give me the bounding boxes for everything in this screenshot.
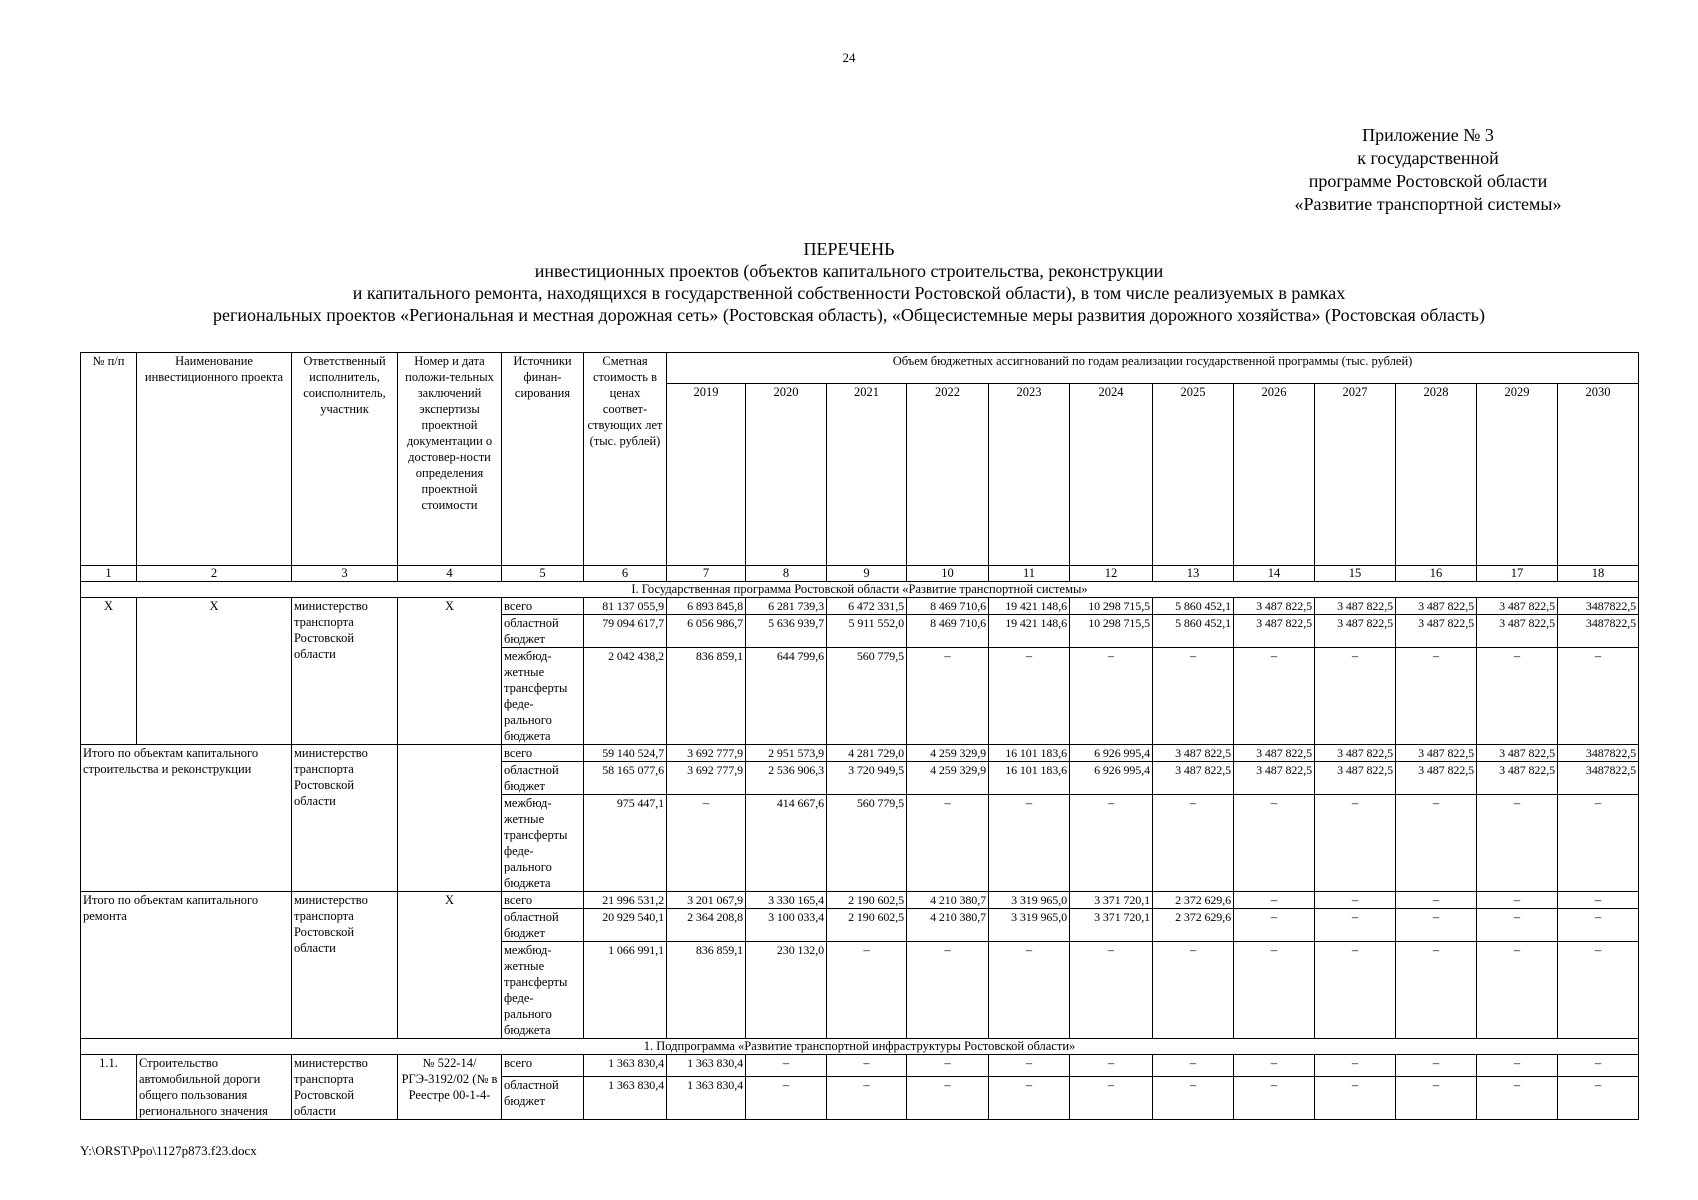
project-c2-cell: Х [137, 598, 292, 745]
amount-cell: 10 298 715,5 [1070, 598, 1153, 615]
amount-cell: 560 779,5 [827, 795, 907, 892]
funding-source-cell: областной бюджет [502, 1077, 584, 1120]
section-title: I. Государственная программа Ростовской области «Развитие транспортной системы» [81, 582, 1639, 598]
amount-cell: 2 372 629,6 [1153, 909, 1234, 942]
funding-source-cell: межбюд-жетные трансферты феде-рального бюджета [502, 795, 584, 892]
amount-cell: 2 951 573,9 [746, 745, 827, 762]
table-row [81, 745, 1639, 762]
file-path-footer: Y:\ORST\Ppo\1127p873.f23.docx [80, 1143, 257, 1158]
year-cell: 2023 [989, 384, 1070, 566]
annex-line: «Развитие транспортной системы» [1294, 194, 1562, 214]
amount-cell: – [907, 648, 989, 745]
amount-cell: – [1396, 1077, 1477, 1120]
amount-cell: – [989, 942, 1070, 1039]
amount-cell: – [907, 795, 989, 892]
amount-cell: 5 860 452,1 [1153, 615, 1234, 648]
header-cell: Наименование инвестиционного проекта [137, 353, 292, 566]
title-line: инвестиционных проектов (объектов капитального строительства, реконструкции [534, 261, 1164, 281]
title-line: и капитального ремонта, находящихся в государственной собственности Ростовской области), в том числе реализуемых в рамках [352, 283, 1346, 303]
amount-cell: 2 190 602,5 [827, 909, 907, 942]
amount-cell: 3 487 822,5 [1477, 598, 1558, 615]
amount-cell: – [1234, 909, 1315, 942]
column-number-cell: 6 [584, 566, 667, 582]
amount-cell: – [1477, 1055, 1558, 1077]
table-row [81, 1055, 1639, 1077]
project-c2-cell: Итого по объектам капитального строительства и реконструкции [81, 745, 292, 892]
amount-cell: 3487822,5 [1558, 762, 1639, 795]
amount-cell: 1 363 830,4 [667, 1077, 746, 1120]
amount-cell: 3 319 965,0 [989, 909, 1070, 942]
amount-cell: – [1396, 909, 1477, 942]
column-number-cell: 12 [1070, 566, 1153, 582]
amount-cell: – [1558, 1077, 1639, 1120]
amount-cell: 3 487 822,5 [1315, 615, 1396, 648]
amount-cell: – [1153, 942, 1234, 1039]
amount-cell: 2 042 438,2 [584, 648, 667, 745]
amount-cell: 3 487 822,5 [1477, 762, 1558, 795]
amount-cell: – [667, 795, 746, 892]
annex-line: к государственной [1357, 148, 1499, 168]
amount-cell: – [907, 942, 989, 1039]
column-number-cell: 5 [502, 566, 584, 582]
amount-cell: – [1315, 1077, 1396, 1120]
amount-cell: 6 472 331,5 [827, 598, 907, 615]
year-cell: 2028 [1396, 384, 1477, 566]
header-cell: № п/п [81, 353, 137, 566]
header-row [81, 353, 1639, 384]
amount-cell: 6 926 995,4 [1070, 745, 1153, 762]
amount-cell: – [1070, 1077, 1153, 1120]
amount-cell: – [989, 795, 1070, 892]
year-cell: 2021 [827, 384, 907, 566]
project-c2-cell: Итого по объектам капитального ремонта [81, 892, 292, 1039]
amount-cell: – [1396, 892, 1477, 909]
amount-cell: 21 996 531,2 [584, 892, 667, 909]
amount-cell: – [1315, 795, 1396, 892]
header-cell: Источники финан-сирования [502, 353, 584, 566]
amount-cell: 20 929 540,1 [584, 909, 667, 942]
amount-cell: – [827, 1055, 907, 1077]
amount-cell: 3 692 777,9 [667, 762, 746, 795]
amount-cell: – [989, 1055, 1070, 1077]
amount-cell: 3 487 822,5 [1153, 762, 1234, 795]
year-cell: 2025 [1153, 384, 1234, 566]
amount-cell: – [1315, 892, 1396, 909]
annex-line: программе Ростовской области [1308, 171, 1548, 191]
header-group-cell: Объем бюджетных ассигнований по годам реализации государственной программы (тыс. рублей) [667, 353, 1639, 384]
amount-cell: – [989, 1077, 1070, 1120]
title-line: ПЕРЕЧЕНЬ [803, 239, 895, 259]
amount-cell: 3 692 777,9 [667, 745, 746, 762]
amount-cell: 3 720 949,5 [827, 762, 907, 795]
amount-cell: 19 421 148,6 [989, 598, 1070, 615]
column-number-cell: 13 [1153, 566, 1234, 582]
amount-cell: – [1153, 1077, 1234, 1120]
amount-cell: 6 893 845,8 [667, 598, 746, 615]
column-number-cell: 10 [907, 566, 989, 582]
amount-cell: – [907, 1077, 989, 1120]
amount-cell: 79 094 617,7 [584, 615, 667, 648]
amount-cell: 1 363 830,4 [584, 1077, 667, 1120]
amount-cell: – [1234, 795, 1315, 892]
amount-cell: – [1477, 909, 1558, 942]
amount-cell: – [1153, 1055, 1234, 1077]
header-cell: Сметная стоимость в ценах соответ-ствующих лет (тыс. рублей) [584, 353, 667, 566]
amount-cell: 16 101 183,6 [989, 762, 1070, 795]
amount-cell: 3 487 822,5 [1477, 615, 1558, 648]
amount-cell: 5 636 939,7 [746, 615, 827, 648]
amount-cell: 2 536 906,3 [746, 762, 827, 795]
amount-cell: – [1315, 1055, 1396, 1077]
amount-cell: 230 132,0 [746, 942, 827, 1039]
amount-cell: 3 319 965,0 [989, 892, 1070, 909]
column-number-cell: 7 [667, 566, 746, 582]
section-title: 1. Подпрограмма «Развитие транспортной инфраструктуры Ростовской области» [81, 1039, 1639, 1055]
amount-cell: 2 364 208,8 [667, 909, 746, 942]
project-c1-cell: Х [81, 598, 137, 745]
amount-cell: 836 859,1 [667, 648, 746, 745]
amount-cell: – [746, 1077, 827, 1120]
amount-cell: 836 859,1 [667, 942, 746, 1039]
amount-cell: – [1477, 892, 1558, 909]
amount-cell: 3 487 822,5 [1396, 598, 1477, 615]
funding-source-cell: всего [502, 598, 584, 615]
column-number-cell: 2 [137, 566, 292, 582]
year-cell: 2022 [907, 384, 989, 566]
column-number-cell: 8 [746, 566, 827, 582]
amount-cell: 4 259 329,9 [907, 762, 989, 795]
amount-cell: 2 372 629,6 [1153, 892, 1234, 909]
amount-cell: – [1477, 795, 1558, 892]
amount-cell: – [1234, 1077, 1315, 1120]
annex-line: Приложение № 3 [1362, 125, 1494, 145]
amount-cell: 3 487 822,5 [1477, 745, 1558, 762]
amount-cell: – [1234, 648, 1315, 745]
funding-source-cell: межбюд-жетные трансферты феде-рального бюджета [502, 648, 584, 745]
amount-cell: – [989, 648, 1070, 745]
amount-cell: 3487822,5 [1558, 598, 1639, 615]
funding-source-cell: всего [502, 892, 584, 909]
amount-cell: – [1396, 648, 1477, 745]
amount-cell: – [827, 942, 907, 1039]
project-c4-cell [398, 745, 502, 892]
amount-cell: – [1070, 942, 1153, 1039]
funding-source-cell: всего [502, 745, 584, 762]
amount-cell: 3 487 822,5 [1396, 615, 1477, 648]
table-row [81, 892, 1639, 909]
amount-cell: 19 421 148,6 [989, 615, 1070, 648]
amount-cell: – [1234, 892, 1315, 909]
year-cell: 2030 [1558, 384, 1639, 566]
amount-cell: 3 487 822,5 [1234, 762, 1315, 795]
amount-cell: – [1477, 1077, 1558, 1120]
amount-cell: 3 487 822,5 [1396, 762, 1477, 795]
amount-cell: 4 259 329,9 [907, 745, 989, 762]
amount-cell: 3 487 822,5 [1315, 598, 1396, 615]
title-line: региональных проектов «Региональная и местная дорожная сеть» (Ростовская область), «Общесистемные меры развития дорожного хозяйства» (Ростовская область) [212, 305, 1485, 325]
amount-cell: – [1558, 942, 1639, 1039]
amount-cell: – [1477, 942, 1558, 1039]
funding-source-cell: всего [502, 1055, 584, 1077]
column-number-cell: 11 [989, 566, 1070, 582]
amount-cell: 16 101 183,6 [989, 745, 1070, 762]
amount-cell: 4 210 380,7 [907, 909, 989, 942]
amount-cell: 1 363 830,4 [667, 1055, 746, 1077]
amount-cell: – [907, 1055, 989, 1077]
amount-cell: 3 487 822,5 [1396, 745, 1477, 762]
amount-cell: 10 298 715,5 [1070, 615, 1153, 648]
page-number: 24 [842, 50, 856, 65]
amount-cell: 4 210 380,7 [907, 892, 989, 909]
amount-cell: 3 100 033,4 [746, 909, 827, 942]
amount-cell: 8 469 710,6 [907, 598, 989, 615]
investment-projects-table [80, 352, 1639, 1120]
column-number-cell: 1 [81, 566, 137, 582]
column-number-cell: 17 [1477, 566, 1558, 582]
funding-source-cell: областной бюджет [502, 762, 584, 795]
year-cell: 2029 [1477, 384, 1558, 566]
year-cell: 2024 [1070, 384, 1153, 566]
amount-cell: – [1558, 892, 1639, 909]
project-c4-cell: Х [398, 598, 502, 745]
amount-cell: 59 140 524,7 [584, 745, 667, 762]
amount-cell: – [1315, 909, 1396, 942]
funding-source-cell: межбюд-жетные трансферты феде-рального бюджета [502, 942, 584, 1039]
amount-cell: 975 447,1 [584, 795, 667, 892]
amount-cell: 81 137 055,9 [584, 598, 667, 615]
amount-cell: – [1396, 942, 1477, 1039]
amount-cell: 1 363 830,4 [584, 1055, 667, 1077]
section-row [81, 1039, 1639, 1055]
amount-cell: – [827, 1077, 907, 1120]
amount-cell: 3 487 822,5 [1153, 745, 1234, 762]
project-c3-cell: министерство транспорта Ростовской области [292, 598, 398, 745]
column-number-cell: 4 [398, 566, 502, 582]
amount-cell: 1 066 991,1 [584, 942, 667, 1039]
amount-cell: 3 330 165,4 [746, 892, 827, 909]
funding-source-cell: областной бюджет [502, 909, 584, 942]
amount-cell: 560 779,5 [827, 648, 907, 745]
year-cell: 2019 [667, 384, 746, 566]
amount-cell: 644 799,6 [746, 648, 827, 745]
table-row [81, 598, 1639, 615]
project-c3-cell: министерство транспорта Ростовской области [292, 745, 398, 892]
amount-cell: 3 487 822,5 [1234, 598, 1315, 615]
project-c1-cell: 1.1. [81, 1055, 137, 1120]
amount-cell: 3 371 720,1 [1070, 909, 1153, 942]
column-number-cell: 3 [292, 566, 398, 582]
amount-cell: – [1153, 648, 1234, 745]
amount-cell: – [1558, 648, 1639, 745]
amount-cell: 3487822,5 [1558, 745, 1639, 762]
column-number-cell: 18 [1558, 566, 1639, 582]
amount-cell: 3 487 822,5 [1315, 762, 1396, 795]
amount-cell: 4 281 729,0 [827, 745, 907, 762]
amount-cell: – [1153, 795, 1234, 892]
year-cell: 2027 [1315, 384, 1396, 566]
amount-cell: 2 190 602,5 [827, 892, 907, 909]
amount-cell: 3 487 822,5 [1234, 615, 1315, 648]
column-number-cell: 9 [827, 566, 907, 582]
amount-cell: 3 201 067,9 [667, 892, 746, 909]
amount-cell: – [1070, 1055, 1153, 1077]
amount-cell: – [746, 1055, 827, 1077]
project-c3-cell: министерство транспорта Ростовской области [292, 892, 398, 1039]
section-row [81, 582, 1639, 598]
funding-source-cell: областной бюджет [502, 615, 584, 648]
amount-cell: – [1558, 909, 1639, 942]
amount-cell: – [1477, 648, 1558, 745]
document-title [0, 238, 1698, 326]
amount-cell: – [1558, 1055, 1639, 1077]
column-number-cell: 14 [1234, 566, 1315, 582]
amount-cell: 3 487 822,5 [1315, 745, 1396, 762]
amount-cell: – [1558, 795, 1639, 892]
amount-cell: – [1315, 942, 1396, 1039]
project-c4-cell: Х [398, 892, 502, 1039]
project-c2-cell: Строительство автомобильной дороги общего пользования регионального значения [137, 1055, 292, 1120]
amount-cell: 6 056 986,7 [667, 615, 746, 648]
column-number-row [81, 566, 1639, 582]
annex-heading [1248, 124, 1608, 216]
amount-cell: 5 860 452,1 [1153, 598, 1234, 615]
amount-cell: – [1070, 648, 1153, 745]
amount-cell: 3 487 822,5 [1234, 745, 1315, 762]
project-c3-cell: министерство транспорта Ростовской области [292, 1055, 398, 1120]
header-cell: Номер и дата положи-тельных заключений экспертизы проектной документации о достовер-ности определения проектной стоимости [398, 353, 502, 566]
header-cell: Ответственный исполнитель, соисполнитель, участник [292, 353, 398, 566]
amount-cell: 6 926 995,4 [1070, 762, 1153, 795]
amount-cell: 3487822,5 [1558, 615, 1639, 648]
project-c4-cell: № 522-14/РГЭ-3192/02 (№ в Реестре 00-1-4- [398, 1055, 502, 1120]
amount-cell: – [1234, 1055, 1315, 1077]
year-cell: 2026 [1234, 384, 1315, 566]
amount-cell: – [1396, 795, 1477, 892]
column-number-cell: 15 [1315, 566, 1396, 582]
amount-cell: – [1234, 942, 1315, 1039]
amount-cell: 6 281 739,3 [746, 598, 827, 615]
amount-cell: 5 911 552,0 [827, 615, 907, 648]
amount-cell: 414 667,6 [746, 795, 827, 892]
amount-cell: – [1070, 795, 1153, 892]
amount-cell: 8 469 710,6 [907, 615, 989, 648]
amount-cell: – [1315, 648, 1396, 745]
year-cell: 2020 [746, 384, 827, 566]
amount-cell: – [1396, 1055, 1477, 1077]
amount-cell: 58 165 077,6 [584, 762, 667, 795]
amount-cell: 3 371 720,1 [1070, 892, 1153, 909]
table-body [81, 353, 1639, 1120]
column-number-cell: 16 [1396, 566, 1477, 582]
